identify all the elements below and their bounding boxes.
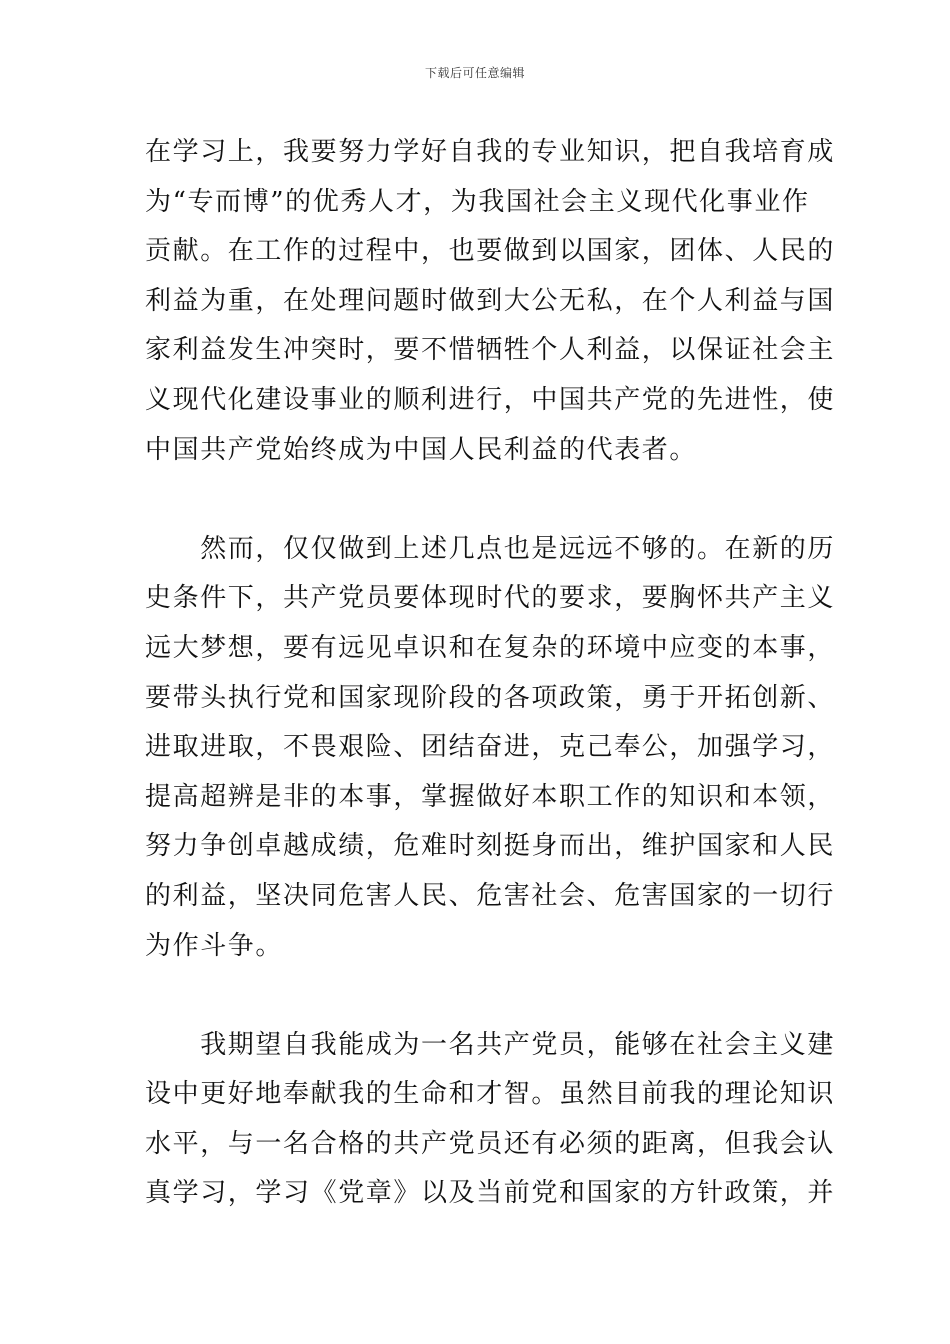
document-body	[145, 128, 836, 1219]
text-line: 贡献。在工作的过程中，也要做到以国家，团体、人民的	[145, 236, 836, 267]
text-line: 设中更好地奉献我的生命和才智。虽然目前我的理论知识	[145, 1079, 836, 1110]
text-line: 提高超辨是非的本事，掌握做好本职工作的知识和本领，	[145, 781, 836, 812]
text-line: 为“专而博”的优秀人才，为我国社会主义现代化事业作	[145, 186, 810, 217]
text-line: 中国共产党始终成为中国人民利益的代表者。	[145, 434, 698, 465]
text-line: 在学习上，我要努力学好自我的专业知识，把自我培育成	[145, 137, 836, 167]
paragraph-gap	[145, 971, 810, 1021]
text-line: 利益为重，在处理问题时做到大公无私，在个人利益与国	[145, 285, 836, 316]
text-line: 进取进取，不畏艰险、团结奋进，克己奉公，加强学习，	[145, 732, 836, 763]
text-line: 真学习，学习《党章》以及当前党和国家的方针政策，并	[145, 1178, 836, 1209]
text-line: 我期望自我能成为一名共产党员，能够在社会主义建	[145, 1029, 836, 1060]
paragraph-2	[145, 525, 836, 971]
text-line: 义现代化建设事业的顺利进行，中国共产党的先进性，使	[145, 384, 836, 415]
text-line: 家利益发生冲突时，要不惜牺牲个人利益，以保证社会主	[145, 335, 836, 366]
text-line: 努力争创卓越成绩，危难时刻挺身而出，维护国家和人民	[145, 831, 836, 862]
page-header: 下载后可任意编辑	[424, 66, 525, 80]
text-line: 要带头执行党和国家现阶段的各项政策，勇于开拓创新、	[145, 682, 836, 713]
paragraph-3	[145, 1021, 836, 1219]
text-line: 水平，与一名合格的共产党员还有必须的距离，但我会认	[145, 1128, 836, 1159]
text-line: 史条件下，共产党员要体现时代的要求，要胸怀共产主义	[145, 583, 836, 614]
text-line: 远大梦想，要有远见卓识和在复杂的环境中应变的本事，	[145, 632, 836, 663]
paragraph-1	[145, 128, 836, 475]
text-line: 为作斗争。	[145, 930, 284, 961]
text-line: 的利益，坚决同危害人民、危害社会、危害国家的一切行	[145, 880, 836, 911]
paragraph-gap	[145, 475, 810, 525]
text-line: 然而，仅仅做到上述几点也是远远不够的。在新的历	[145, 533, 836, 564]
